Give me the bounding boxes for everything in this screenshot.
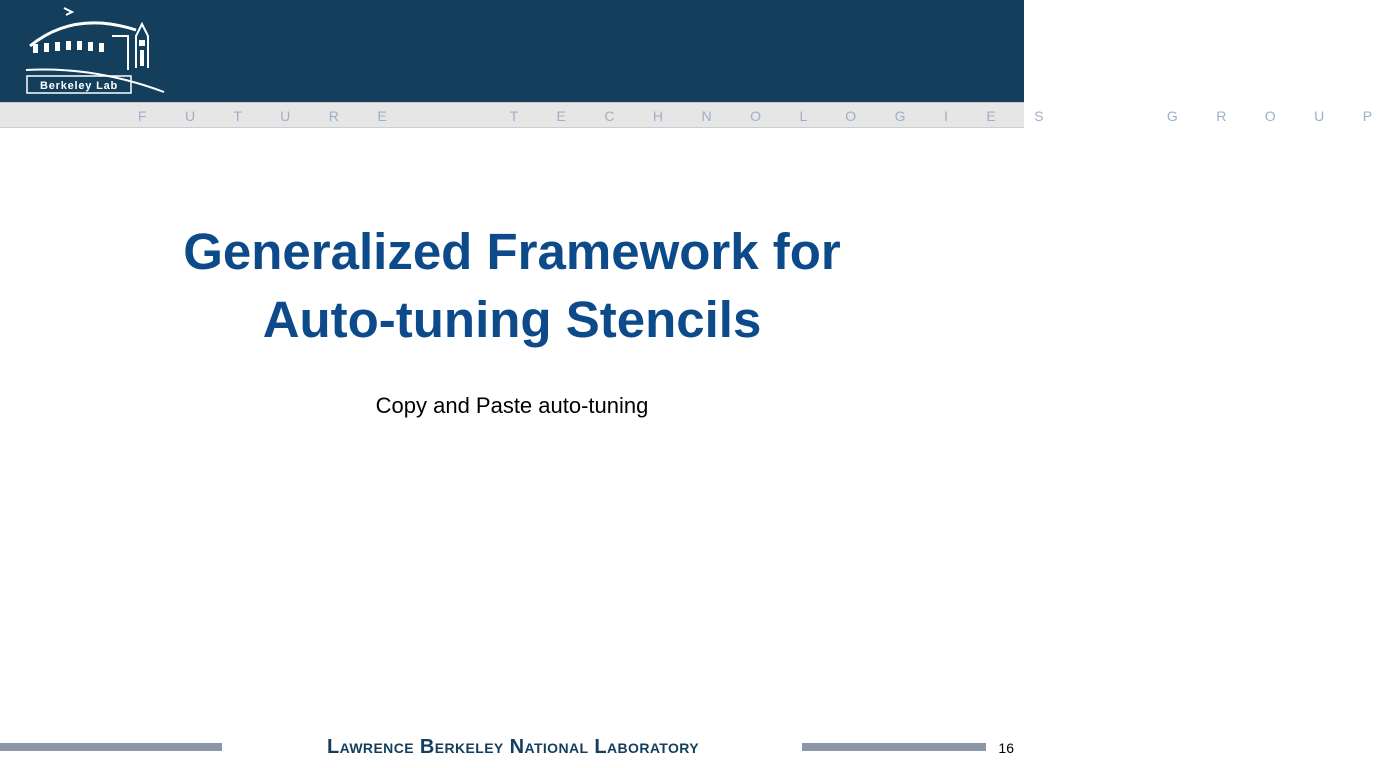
slide-title-line-2: Auto-tuning Stencils: [262, 291, 762, 348]
footer-rule-left: [0, 743, 222, 751]
footer-rule-right: [802, 743, 986, 751]
slide-title-line-1: Generalized Framework for: [183, 223, 841, 280]
berkeley-lab-logo: [24, 6, 168, 98]
page-number: 16: [998, 740, 1014, 756]
slide-title: [0, 218, 1024, 354]
group-banner: [0, 102, 1389, 128]
logo-text: Berkeley Lab: [39, 80, 119, 92]
group-name: F U T U R E T E C H N O L O G I E S G R O U P: [138, 108, 1389, 124]
footer-organization: Lawrence Berkeley National Laboratory: [326, 736, 700, 758]
header-bar: [0, 0, 1024, 102]
slide-subtitle: Copy and Paste auto-tuning: [375, 393, 649, 418]
